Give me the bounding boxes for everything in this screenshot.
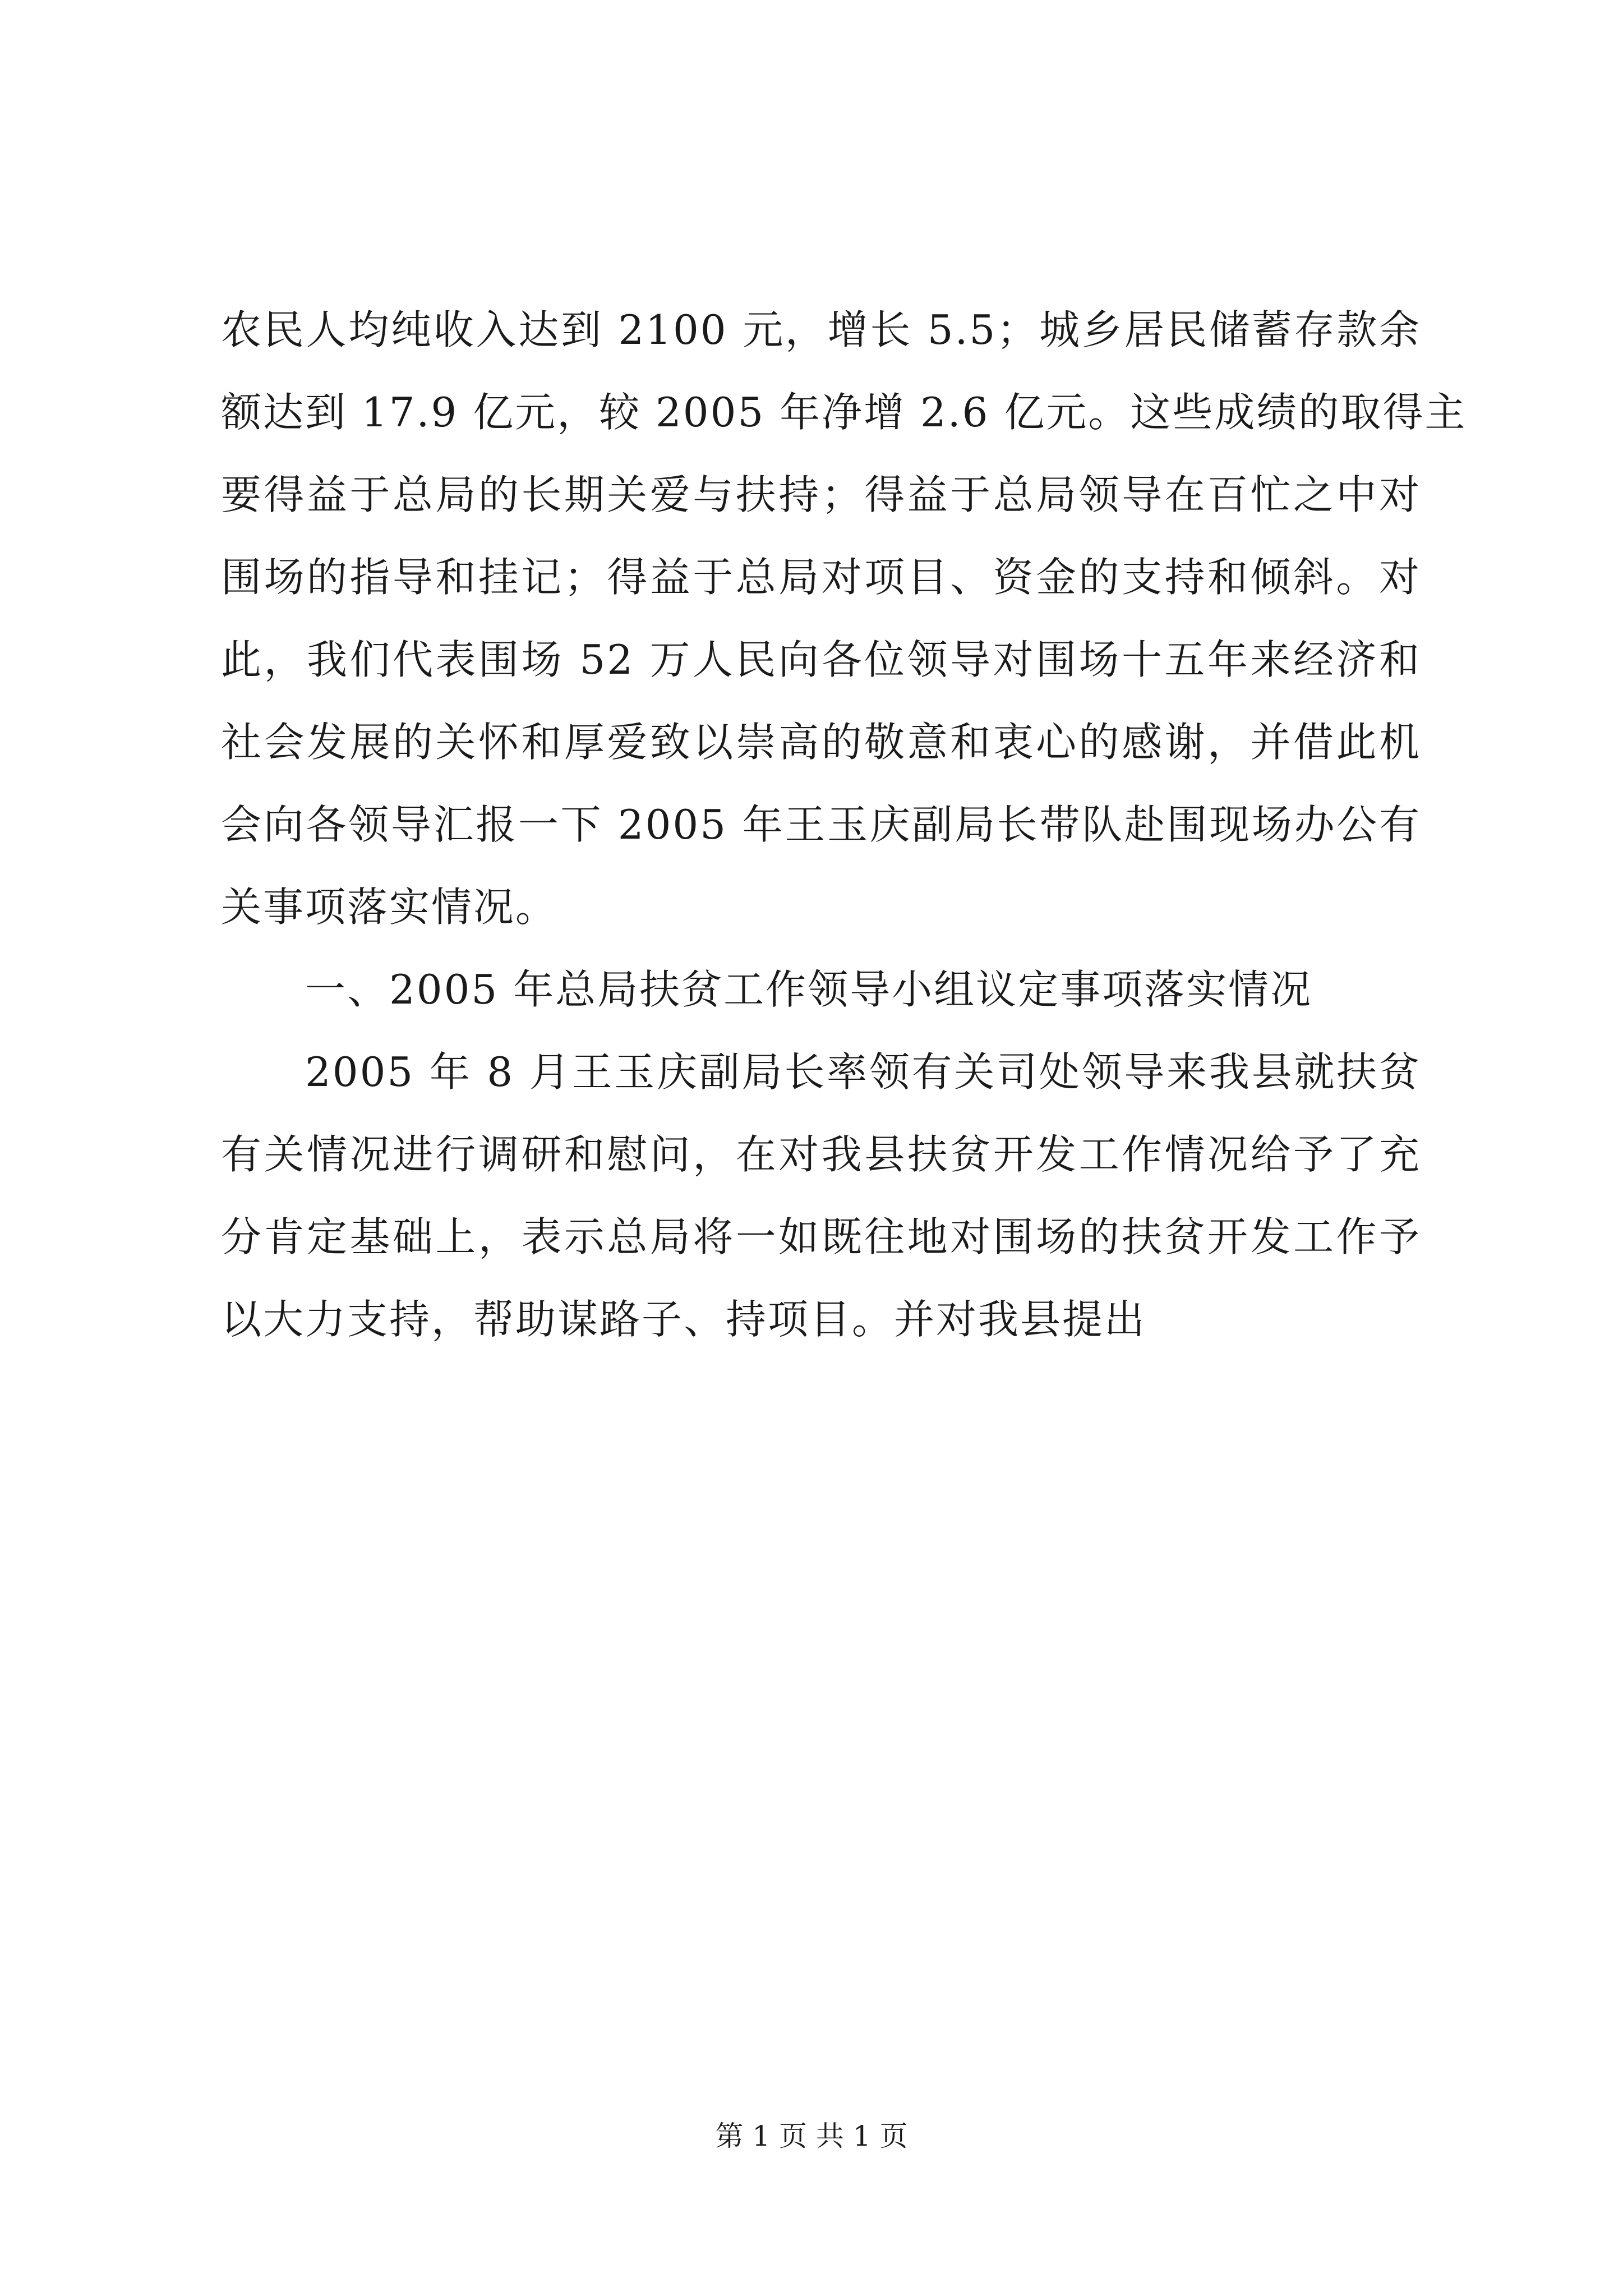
paragraph-line: 额达到 17.9 亿元，较 2005 年净增 2.6 亿元。这些成绩的取得主 bbox=[221, 389, 1467, 436]
paragraph-line: 要得益于总局的长期关爱与扶持；得益于总局领导在百忙之中对 bbox=[221, 471, 1421, 518]
paragraph-line: 围场的指导和挂记；得益于总局对项目、资金的支持和倾斜。对 bbox=[221, 554, 1421, 601]
page-number-footer: 第 1 页 共 1 页 bbox=[715, 2120, 908, 2152]
paragraph-line: 社会发展的关怀和厚爱致以崇高的敬意和衷心的感谢，并借此机 bbox=[221, 719, 1421, 766]
document-body bbox=[221, 289, 1467, 1361]
paragraph-line: 2005 年 8 月王玉庆副局长率领有关司处领导来我县就扶贫 bbox=[305, 1048, 1421, 1096]
paragraph-line: 农民人均纯收入达到 2100 元，增长 5.5；城乡居民储蓄存款余 bbox=[221, 306, 1421, 353]
paragraph-line: 此，我们代表围场 52 万人民向各位领导对围场十五年来经济和 bbox=[221, 636, 1421, 683]
paragraph-line: 会向各领导汇报一下 2005 年王玉庆副局长带队赴围现场办公有 bbox=[221, 801, 1421, 848]
section-heading: 一、2005 年总局扶贫工作领导小组议定事项落实情况 bbox=[305, 966, 1313, 1013]
paragraph-line: 分肯定基础上，表示总局将一如既往地对围场的扶贫开发工作予 bbox=[221, 1213, 1421, 1260]
paragraph-line: 以大力支持，帮助谋路子、持项目。并对我县提出 bbox=[221, 1296, 1147, 1343]
paragraph-line: 关事项落实情况。 bbox=[221, 884, 558, 931]
paragraph-line: 有关情况进行调研和慰问，在对我县扶贫开发工作情况给予了充 bbox=[221, 1131, 1421, 1178]
